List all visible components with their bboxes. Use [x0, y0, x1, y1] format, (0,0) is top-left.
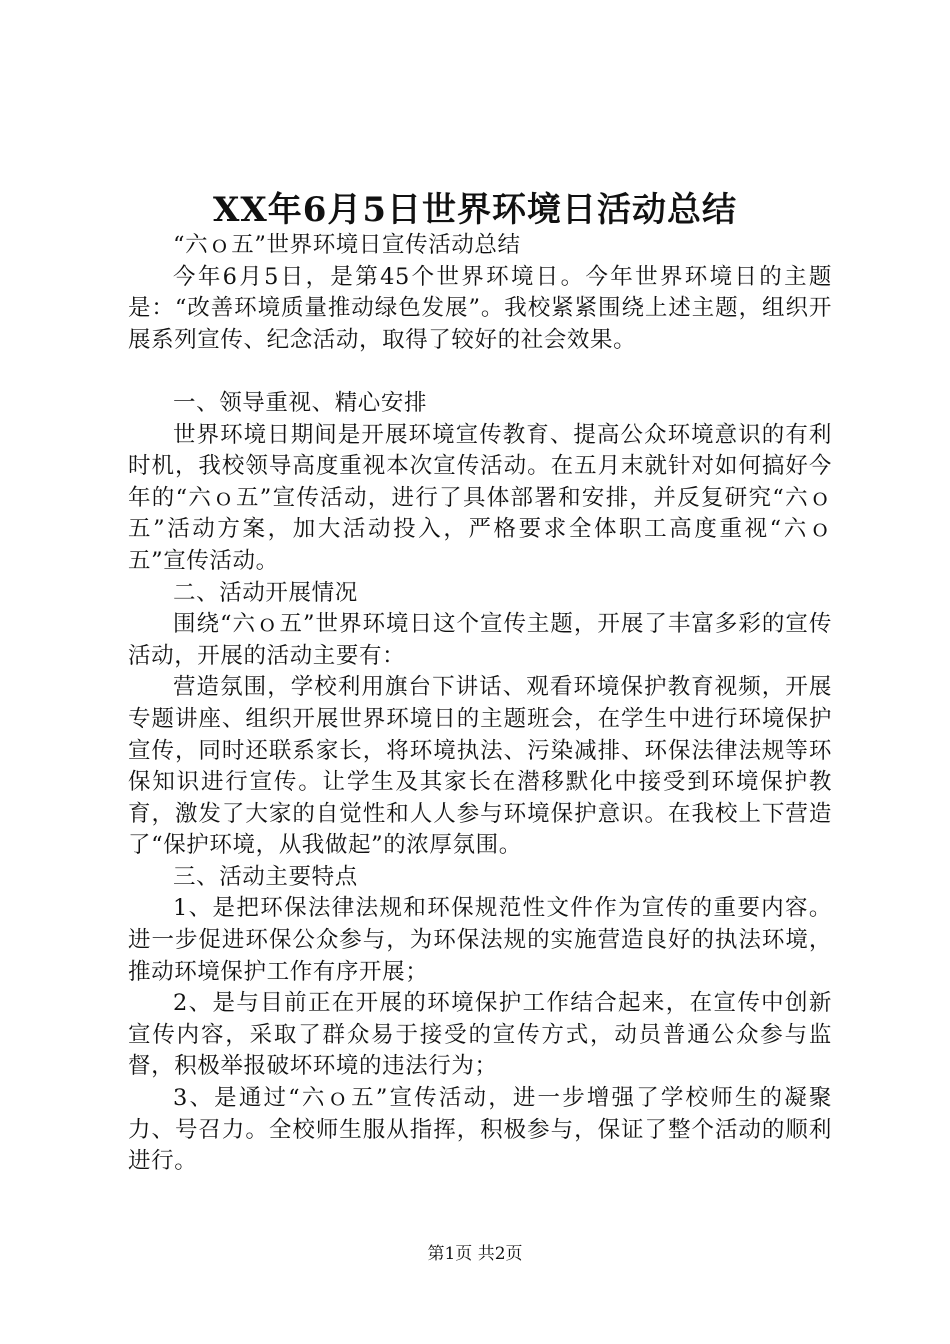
section-3-item-2: 2、是与目前正在开展的环境保护工作结合起来，在宣传中创新宣传内容，采取了群众易于接受的宣传方式，动员普通公众参与监督，积极举报破坏环境的违法行为；	[128, 990, 832, 1080]
section-2-paragraph-2: 营造氛围，学校利用旗台下讲话、观看环境保护教育视频，开展专题讲座、组织开展世界环境日的主题班会，在学生中进行环境保护宣传，同时还联系家长，将环境执法、污染减排、环保法律法规等环保知识进行宣传。让学生及其家长在潜移默化中接受到环境保护教育，激发了大家的自觉性和人人参与环境保护意识。在我校上下营造了“保护环境，从我做起”的浓厚氛围。	[128, 674, 832, 859]
subtitle-paragraph: “六ｏ五”世界环境日宣传活动总结	[173, 232, 521, 258]
document-body	[128, 230, 832, 1178]
page-number-footer: 第1页 共2页	[427, 1244, 523, 1264]
document-title: XX年6月5日世界环境日活动总结	[212, 190, 738, 230]
section-heading-3: 三、活动主要特点	[173, 863, 358, 890]
section-heading-1: 一、领导重视、精心安排	[173, 389, 428, 416]
section-2-paragraph-1: 围绕“六ｏ五”世界环境日这个宣传主题，开展了丰富多彩的宣传活动，开展的活动主要有：	[128, 611, 832, 669]
section-1-paragraph: 世界环境日期间是开展环境宣传教育、提高公众环境意识的有利时机，我校领导高度重视本次宣传活动。在五月末就针对如何搞好今年的“六ｏ五”宣传活动，进行了具体部署和安排，并反复研究“六ｏ五”活动方案，加大活动投入，严格要求全体职工高度重视“六ｏ五”宣传活动。	[128, 421, 832, 574]
section-3-item-1: 1、是把环保法律法规和环保规范性文件作为宣传的重要内容。进一步促进环保公众参与，为环保法规的实施营造良好的执法环境，推动环境保护工作有序开展；	[128, 895, 832, 985]
section-heading-2: 二、活动开展情况	[173, 579, 358, 606]
section-3-item-3: 3、是通过“六ｏ五”宣传活动，进一步增强了学校师生的凝聚力、号召力。全校师生服从指挥，积极参与，保证了整个活动的顺利进行。	[128, 1085, 832, 1175]
intro-paragraph: 今年6月5日，是第45个世界环境日。今年世界环境日的主题是：“改善环境质量推动绿色发展”。我校紧紧围绕上述主题，组织开展系列宣传、纪念活动，取得了较好的社会效果。	[128, 263, 832, 353]
